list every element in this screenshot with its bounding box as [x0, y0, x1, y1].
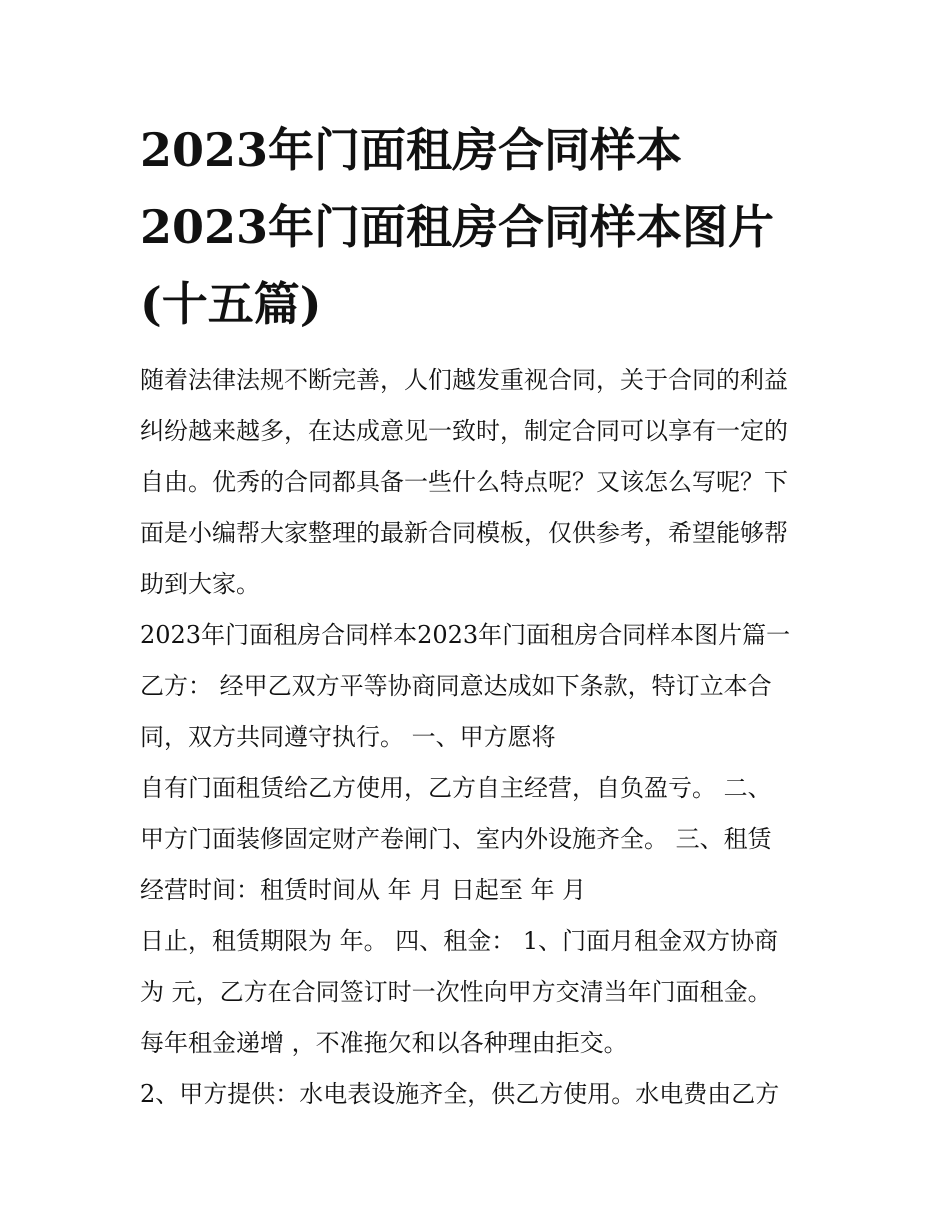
contract-body	[140, 661, 820, 1120]
intro-line: 纠纷越来越多，在达成意见一致时，制定合同可以享有一定的	[140, 417, 788, 445]
intro-paragraph	[140, 355, 820, 610]
title-line-2: 2023年门面租房合同样本图片	[140, 200, 775, 254]
section-heading-text: 2023年门面租房合同样本2023年门面租房合同样本图片篇一	[140, 621, 791, 649]
section-heading	[140, 610, 820, 661]
intro-line: 自由。优秀的合同都具备一些什么特点呢？又该怎么写呢？下	[140, 468, 788, 496]
title-line-3: (十五篇)	[140, 277, 322, 331]
body-line: 日止，租赁期限为 年。 四、租金： 1、门面月租金双方协商	[140, 927, 779, 955]
body-line: 甲方门面装修固定财产卷闸门、室内外设施齐全。 三、租赁	[140, 825, 772, 853]
body-line: 自有门面租赁给乙方使用，乙方自主经营，自负盈亏。 二、	[140, 774, 772, 802]
document-page	[140, 112, 820, 1120]
body-line: 为 元，乙方在合同签订时一次性向甲方交清当年门面租金。	[140, 978, 772, 1006]
body-line: 经营时间：租赁时间从 年 月 日起至 年 月	[140, 876, 587, 904]
title-line-1: 2023年门面租房合同样本	[140, 123, 683, 177]
intro-line: 随着法律法规不断完善，人们越发重视合同，关于合同的利益	[140, 366, 788, 394]
intro-line: 助到大家。	[140, 570, 260, 598]
body-line: 乙方： 经甲乙双方平等协商同意达成如下条款，特订立本合	[140, 672, 772, 700]
body-line: 每年租金递增 ，不准拖欠和以各种理由拒交。	[140, 1029, 628, 1057]
body-line: 2、甲方提供：水电表设施齐全，供乙方使用。水电费由乙方	[140, 1080, 780, 1108]
body-line: 同，双方共同遵守执行。 一、甲方愿将	[140, 723, 556, 751]
intro-line: 面是小编帮大家整理的最新合同模板，仅供参考，希望能够帮	[140, 519, 788, 547]
document-title	[140, 112, 820, 343]
